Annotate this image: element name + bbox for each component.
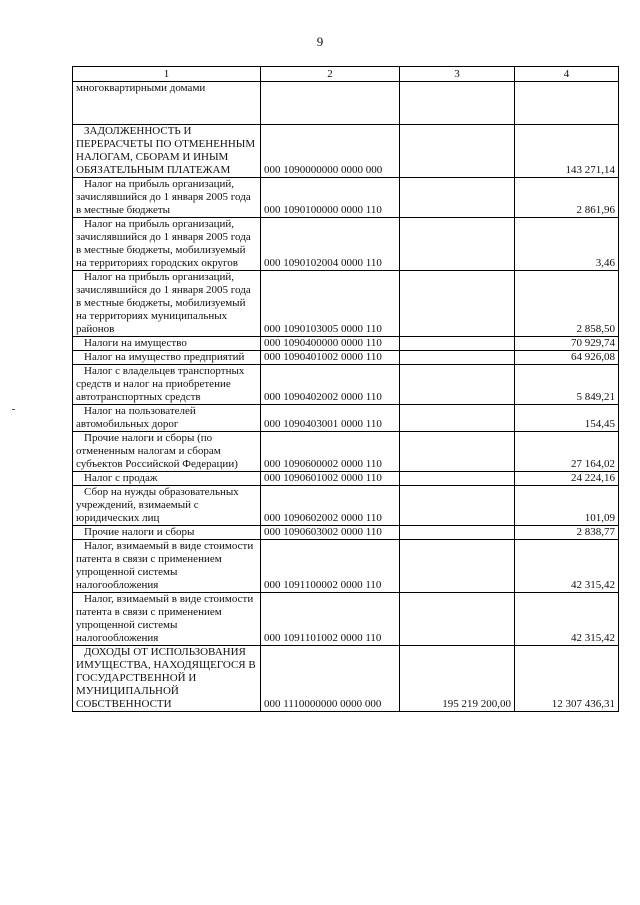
table-row — [73, 432, 619, 472]
row-name: Налог, взимаемый в виде стоимости патента в связи с применением упрощенной системы налогообложения — [73, 593, 261, 646]
row-code: 000 1090103005 0000 110 — [261, 271, 400, 337]
row-code: 000 1091100002 0000 110 — [261, 540, 400, 593]
row-plan-value — [400, 178, 515, 218]
row-name: Сбор на нужды образовательных учреждений, взимаемый с юридических лиц — [73, 486, 261, 526]
row-plan-value — [400, 351, 515, 365]
row-name: Налог с продаж — [73, 472, 261, 486]
column-number-3: 3 — [400, 67, 515, 82]
table-row — [73, 82, 619, 125]
column-number-4: 4 — [515, 67, 619, 82]
row-fact-value: 2 858,50 — [515, 271, 619, 337]
row-code: 000 1090400000 0000 110 — [261, 337, 400, 351]
row-code: 000 1090403001 0000 110 — [261, 405, 400, 432]
row-fact-value: 42 315,42 — [515, 540, 619, 593]
table-row — [73, 526, 619, 540]
row-plan-value — [400, 125, 515, 178]
row-code: 000 1090603002 0000 110 — [261, 526, 400, 540]
row-code: 000 1090102004 0000 110 — [261, 218, 400, 271]
table-row — [73, 337, 619, 351]
row-name: Налог на прибыль организаций, зачислявшийся до 1 января 2005 года в местные бюджеты — [73, 178, 261, 218]
column-number-1: 1 — [73, 67, 261, 82]
row-name: Налог на прибыль организаций, зачислявшийся до 1 января 2005 года в местные бюджеты, мобилизуемый на территориях городских округов — [73, 218, 261, 271]
row-plan-value — [400, 472, 515, 486]
scan-speck — [12, 409, 15, 410]
table-row — [73, 125, 619, 178]
row-code — [261, 82, 400, 125]
table-row — [73, 178, 619, 218]
row-fact-value: 143 271,14 — [515, 125, 619, 178]
row-fact-value: 70 929,74 — [515, 337, 619, 351]
row-fact-value: 64 926,08 — [515, 351, 619, 365]
table-row — [73, 365, 619, 405]
table-body — [73, 82, 619, 712]
row-name: ЗАДОЛЖЕННОСТЬ И ПЕРЕРАСЧЕТЫ ПО ОТМЕНЕННЫМ НАЛОГАМ, СБОРАМ И ИНЫМ ОБЯЗАТЕЛЬНЫМ ПЛАТЕЖАМ — [73, 125, 261, 178]
row-fact-value — [515, 82, 619, 125]
row-plan-value — [400, 82, 515, 125]
row-plan-value — [400, 593, 515, 646]
page-number: 9 — [316, 34, 324, 49]
row-name: Налог, взимаемый в виде стоимости патента в связи с применением упрощенной системы налогообложения — [73, 540, 261, 593]
row-name: многоквартирными домами — [73, 82, 261, 125]
row-code: 000 1090401002 0000 110 — [261, 351, 400, 365]
table-row — [73, 472, 619, 486]
row-plan-value — [400, 432, 515, 472]
row-fact-value: 42 315,42 — [515, 593, 619, 646]
row-fact-value: 5 849,21 — [515, 365, 619, 405]
row-fact-value: 24 224,16 — [515, 472, 619, 486]
row-name: Налог с владельцев транспортных средств и налог на приобретение автотранспортных средств — [73, 365, 261, 405]
row-plan-value — [400, 486, 515, 526]
row-plan-value — [400, 405, 515, 432]
row-name: Налоги на имущество — [73, 337, 261, 351]
row-code: 000 1091101002 0000 110 — [261, 593, 400, 646]
column-number-2: 2 — [261, 67, 400, 82]
row-plan-value — [400, 271, 515, 337]
row-code: 000 1090402002 0000 110 — [261, 365, 400, 405]
table-row — [73, 218, 619, 271]
row-fact-value: 154,45 — [515, 405, 619, 432]
row-plan-value: 195 219 200,00 — [400, 646, 515, 712]
row-fact-value: 12 307 436,31 — [515, 646, 619, 712]
budget-table — [72, 66, 619, 712]
row-code: 000 1090601002 0000 110 — [261, 472, 400, 486]
row-fact-value: 27 164,02 — [515, 432, 619, 472]
row-code: 000 1090600002 0000 110 — [261, 432, 400, 472]
row-plan-value — [400, 218, 515, 271]
table-row — [73, 271, 619, 337]
table-row — [73, 486, 619, 526]
row-plan-value — [400, 337, 515, 351]
table-row — [73, 646, 619, 712]
table-row — [73, 405, 619, 432]
row-plan-value — [400, 365, 515, 405]
row-code: 000 1090602002 0000 110 — [261, 486, 400, 526]
table-row — [73, 351, 619, 365]
row-code: 000 1090000000 0000 000 — [261, 125, 400, 178]
row-name: Прочие налоги и сборы — [73, 526, 261, 540]
row-code: 000 1110000000 0000 000 — [261, 646, 400, 712]
row-fact-value: 101,09 — [515, 486, 619, 526]
table-row — [73, 593, 619, 646]
row-name: Налог на прибыль организаций, зачислявшийся до 1 января 2005 года в местные бюджеты, мобилизуемый на территориях муниципальных районов — [73, 271, 261, 337]
row-plan-value — [400, 526, 515, 540]
column-number-row — [73, 67, 619, 82]
row-name: Прочие налоги и сборы (по отмененным налогам и сборам субъектов Российской Федерации) — [73, 432, 261, 472]
row-name: Налог на пользователей автомобильных дорог — [73, 405, 261, 432]
row-fact-value: 2 861,96 — [515, 178, 619, 218]
row-code: 000 1090100000 0000 110 — [261, 178, 400, 218]
row-fact-value: 3,46 — [515, 218, 619, 271]
table-row — [73, 540, 619, 593]
row-name: ДОХОДЫ ОТ ИСПОЛЬЗОВАНИЯ ИМУЩЕСТВА, НАХОДЯЩЕГОСЯ В ГОСУДАРСТВЕННОЙ И МУНИЦИПАЛЬНОЙ СОБСТВЕННОСТИ — [73, 646, 261, 712]
row-fact-value: 2 838,77 — [515, 526, 619, 540]
row-name: Налог на имущество предприятий — [73, 351, 261, 365]
row-plan-value — [400, 540, 515, 593]
